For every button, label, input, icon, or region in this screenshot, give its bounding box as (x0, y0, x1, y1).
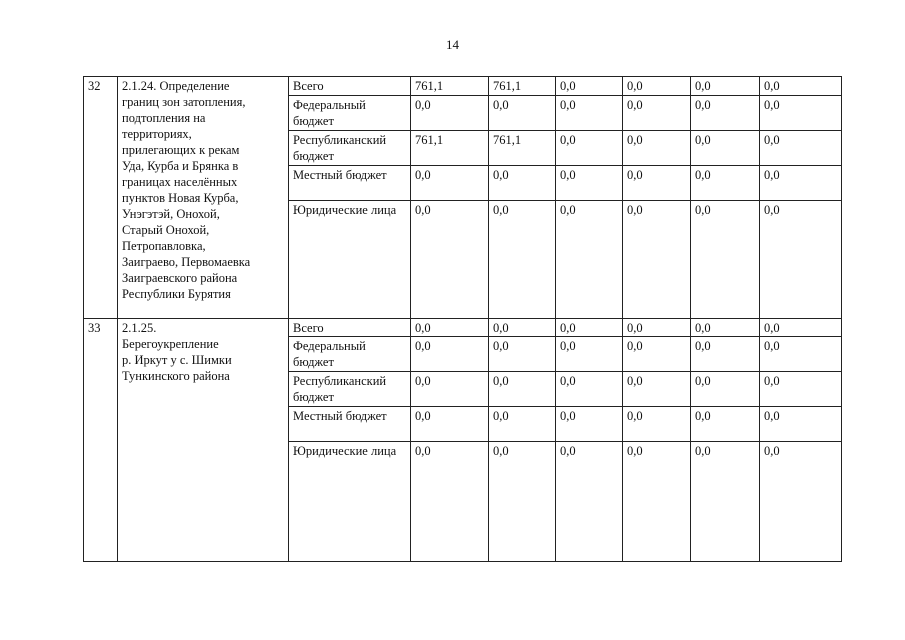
value-cell: 0,0 (556, 166, 623, 201)
value-cell: 0,0 (691, 77, 760, 96)
description-line: территориях, (122, 127, 192, 141)
value-cell: 0,0 (411, 96, 489, 131)
value-cell: 0,0 (489, 442, 556, 562)
source-label: Федеральный бюджет (289, 96, 411, 131)
value-cell: 0,0 (411, 337, 489, 372)
value-cell: 761,1 (411, 77, 489, 96)
description-line: Петропавловка, (122, 239, 206, 253)
value-cell: 0,0 (556, 319, 623, 337)
value-cell: 0,0 (556, 407, 623, 442)
value-cell: 0,0 (411, 319, 489, 337)
description-line: Берегоукрепление (122, 337, 219, 351)
value-cell: 0,0 (691, 96, 760, 131)
description-line: Заиграево, Первомаевка (122, 255, 251, 269)
value-cell: 0,0 (623, 201, 691, 319)
activity-description (118, 319, 289, 562)
source-label: Всего (289, 77, 411, 96)
value-cell: 0,0 (623, 131, 691, 166)
value-cell: 0,0 (411, 166, 489, 201)
table-row (84, 319, 842, 337)
value-cell: 0,0 (556, 201, 623, 319)
description-line: Уда, Курба и Брянка в (122, 159, 239, 173)
value-cell: 0,0 (556, 372, 623, 407)
value-cell: 0,0 (760, 166, 842, 201)
description-line: 2.1.25. (122, 321, 157, 335)
source-label: Федеральный бюджет (289, 337, 411, 372)
activity-description (118, 77, 289, 319)
value-cell: 0,0 (623, 442, 691, 562)
value-cell: 0,0 (691, 372, 760, 407)
row-number: 32 (84, 77, 118, 319)
source-label: Республиканский бюджет (289, 131, 411, 166)
description-line: Старый Онохой, (122, 223, 210, 237)
description-line: подтопления на (122, 111, 206, 125)
source-label: Местный бюджет (289, 166, 411, 201)
value-cell: 0,0 (760, 131, 842, 166)
value-cell: 0,0 (556, 77, 623, 96)
value-cell: 761,1 (411, 131, 489, 166)
source-label: Всего (289, 319, 411, 337)
source-label: Юридические лица (289, 442, 411, 562)
value-cell: 0,0 (489, 319, 556, 337)
value-cell: 0,0 (760, 407, 842, 442)
value-cell: 0,0 (489, 372, 556, 407)
value-cell: 0,0 (556, 337, 623, 372)
description-line: Унэгэтэй, Онохой, (122, 207, 220, 221)
description-line: Республики Бурятия (122, 287, 231, 301)
value-cell: 0,0 (411, 407, 489, 442)
value-cell: 0,0 (691, 407, 760, 442)
source-label: Республиканский бюджет (289, 372, 411, 407)
value-cell: 0,0 (760, 442, 842, 562)
value-cell: 761,1 (489, 77, 556, 96)
value-cell: 0,0 (411, 201, 489, 319)
value-cell: 0,0 (623, 407, 691, 442)
value-cell: 0,0 (691, 337, 760, 372)
page-number: 14 (446, 37, 459, 52)
description-line: границ зон затопления, (122, 95, 246, 109)
value-cell: 0,0 (760, 96, 842, 131)
value-cell: 0,0 (623, 77, 691, 96)
value-cell: 0,0 (411, 372, 489, 407)
value-cell: 0,0 (691, 131, 760, 166)
value-cell: 0,0 (691, 442, 760, 562)
value-cell: 0,0 (623, 319, 691, 337)
value-cell: 0,0 (760, 201, 842, 319)
description-line: 2.1.24. Определение (122, 79, 230, 93)
value-cell: 0,0 (489, 337, 556, 372)
value-cell: 0,0 (556, 131, 623, 166)
value-cell: 0,0 (691, 201, 760, 319)
value-cell: 0,0 (691, 319, 760, 337)
value-cell: 0,0 (760, 77, 842, 96)
value-cell: 0,0 (760, 319, 842, 337)
value-cell: 0,0 (623, 166, 691, 201)
value-cell: 0,0 (489, 407, 556, 442)
value-cell: 0,0 (489, 201, 556, 319)
row-number: 33 (84, 319, 118, 562)
value-cell: 0,0 (489, 166, 556, 201)
description-line: Заиграевского района (122, 271, 238, 285)
description-line: пунктов Новая Курба, (122, 191, 239, 205)
description-line: прилегающих к рекам (122, 143, 240, 157)
funding-table (83, 76, 842, 562)
table-row (84, 77, 842, 96)
value-cell: 0,0 (556, 96, 623, 131)
source-label: Юридические лица (289, 201, 411, 319)
description-line: Тункинского района (122, 369, 230, 383)
value-cell: 0,0 (691, 166, 760, 201)
value-cell: 0,0 (489, 96, 556, 131)
value-cell: 0,0 (623, 96, 691, 131)
value-cell: 0,0 (760, 337, 842, 372)
source-label: Местный бюджет (289, 407, 411, 442)
value-cell: 761,1 (489, 131, 556, 166)
value-cell: 0,0 (623, 372, 691, 407)
value-cell: 0,0 (411, 442, 489, 562)
value-cell: 0,0 (760, 372, 842, 407)
value-cell: 0,0 (556, 442, 623, 562)
description-line: границах населённых (122, 175, 238, 189)
value-cell: 0,0 (623, 337, 691, 372)
description-line: р. Иркут у с. Шимки (122, 353, 232, 367)
